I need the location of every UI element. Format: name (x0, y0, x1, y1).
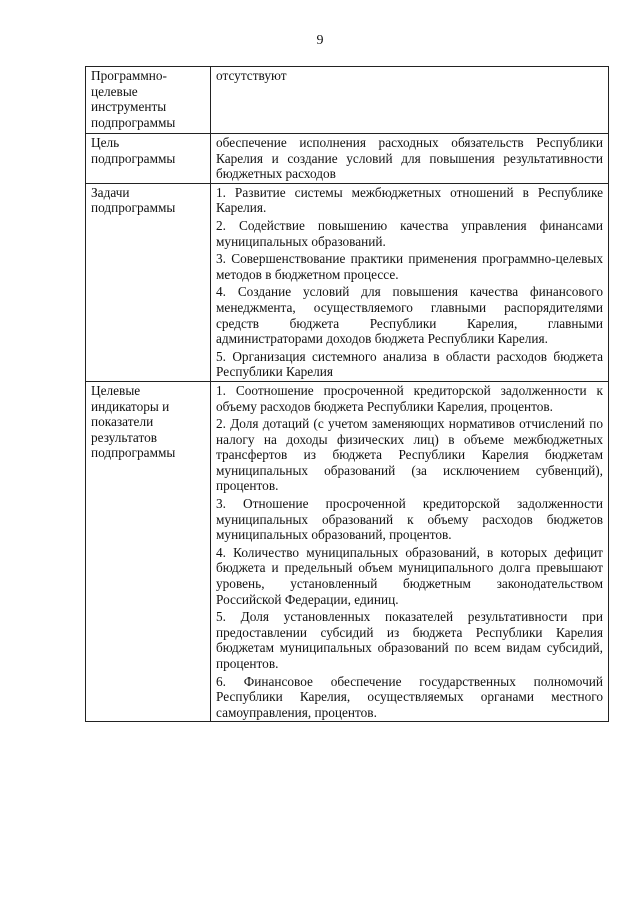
content-paragraph: 5. Организация системного анализа в области расходов бюджета Республики Карелия (216, 348, 603, 380)
row-content (211, 381, 609, 721)
content-paragraph: 3. Отношение просроченной кредиторской задолженности муниципальных образований к объему расходов бюджетов муниципальных образований, процентов. (216, 496, 603, 543)
row-content (211, 67, 609, 134)
content-paragraph: 6. Финансовое обеспечение государственных полномочий Республики Карелия, осуществляемых органами местного самоуправления, процентов. (216, 673, 603, 720)
row-label: Задачи подпрограммы (86, 183, 211, 381)
row-label: Целевые индикаторы и показатели результатов подпрограммы (86, 381, 211, 721)
content-paragraph: 1. Соотношение просроченной кредиторской задолженности к объему расходов бюджета Республики Карелия, процентов. (216, 382, 603, 414)
row-content (211, 183, 609, 381)
content-paragraph: отсутствуют (216, 68, 287, 83)
content-paragraph: 4. Количество муниципальных образований, в которых дефицит бюджета и предельный объем муниципального долга превышают уровень, установленный бюджетным законодательством Российской Федерации, единиц. (216, 544, 603, 607)
table-row-tasks (86, 183, 609, 381)
page-number: 9 (316, 33, 324, 48)
content-paragraph: 2. Доля дотаций (с учетом заменяющих нормативов отчислений по налогу на доходы физических лиц) в объеме межбюджетных трансфертов из бюджета Республики Карелия бюджетам муниципальных образований (за исключением субвенций), процентов. (216, 416, 603, 494)
content-paragraph: 2. Содействие повышению качества управления финансами муниципальных образований. (216, 217, 603, 249)
table-row-goal (86, 134, 609, 184)
subprogram-passport-table (85, 66, 609, 722)
row-label: Программно-целевые инструменты подпрограммы (86, 67, 211, 134)
content-paragraph: 5. Доля установленных показателей результативности при предоставлении субсидий из бюджета Республики Карелия бюджетам муниципальных образований по всем видам субсидий, процентов. (216, 609, 603, 671)
content-paragraph: 3. Совершенствование практики применения программно-целевых методов в бюджетном процессе. (216, 251, 603, 282)
content-paragraph: обеспечение исполнения расходных обязательств Республики Карелия и создание условий для повышения результативности бюджетных расходов (216, 135, 603, 182)
content-paragraph: 1. Развитие системы межбюджетных отношений в Республике Карелия. (216, 184, 603, 216)
table-row-indicators (86, 381, 609, 721)
content-paragraph: 4. Создание условий для повышения качества финансового менеджмента, осуществляемого главными распорядителями средств бюджета Республики Карелия, главными администраторами доходов бюджета Республики Карелия. (216, 284, 603, 347)
row-content (211, 134, 609, 184)
row-label: Цель подпрограммы (86, 134, 211, 184)
table-row-tools (86, 67, 609, 134)
